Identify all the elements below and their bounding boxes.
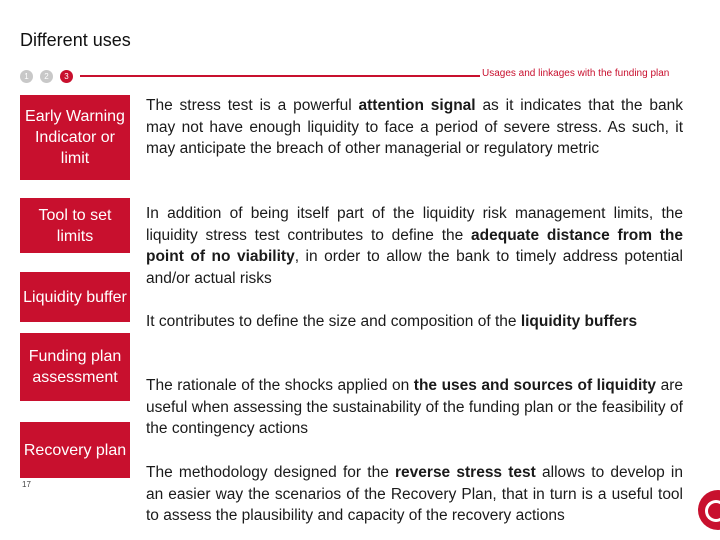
logo-mark: [705, 500, 720, 522]
step-indicator-3[interactable]: 3: [60, 70, 73, 83]
use-box-tool-to-set-limits: [20, 198, 130, 253]
description-liquidity-buffer: It contributes to define the size and composition of the liquidity buffers: [146, 313, 638, 330]
step-indicator-2[interactable]: 2: [40, 70, 53, 83]
use-box-label: Funding plan assessment: [28, 348, 122, 386]
description-early-warning: The stress test is a powerful attention signal as it indicates that the bank may not have enough liquidity to face a period of severe stress. As such, it may anticipate the breach of other managerial or regulatory metric: [146, 97, 683, 157]
use-box-label: Liquidity buffer: [23, 288, 127, 306]
step-indicator-1[interactable]: 1: [20, 70, 33, 83]
description-recovery-plan: The methodology designed for the reverse stress test allows to develop in an easier way the scenarios of the Recovery Plan, that in turn is a useful tool to assess the plausibility and capacity of the recovery actions: [146, 464, 683, 524]
use-box-early-warning: [20, 95, 130, 180]
use-box-funding-plan-assessment: [20, 333, 130, 401]
section-label: Usages and linkages with the funding plan: [482, 68, 670, 79]
use-box-label: Tool to set limits: [38, 206, 112, 245]
use-box-recovery-plan: [20, 422, 130, 478]
use-box-liquidity-buffer: [20, 272, 130, 322]
description-tool-to-set-limits: In addition of being itself part of the liquidity risk management limits, the liquidity stress test contributes to define the adequate distance from the point of no viability, in order to allow the bank to timely address potential and/or actual risks: [146, 205, 684, 287]
slide-title: Different uses: [20, 30, 131, 50]
page-number: 17: [22, 480, 31, 489]
brand-logo-icon: [698, 490, 720, 530]
header-rule: [80, 75, 480, 77]
description-funding-plan: The rationale of the shocks applied on the uses and sources of liquidity are useful when assessing the sustainability of the funding plan or the feasibility of the contingency actions: [146, 377, 683, 437]
use-box-label: Early Warning Indicator or limit: [25, 108, 125, 167]
use-box-label: Recovery plan: [23, 441, 127, 459]
